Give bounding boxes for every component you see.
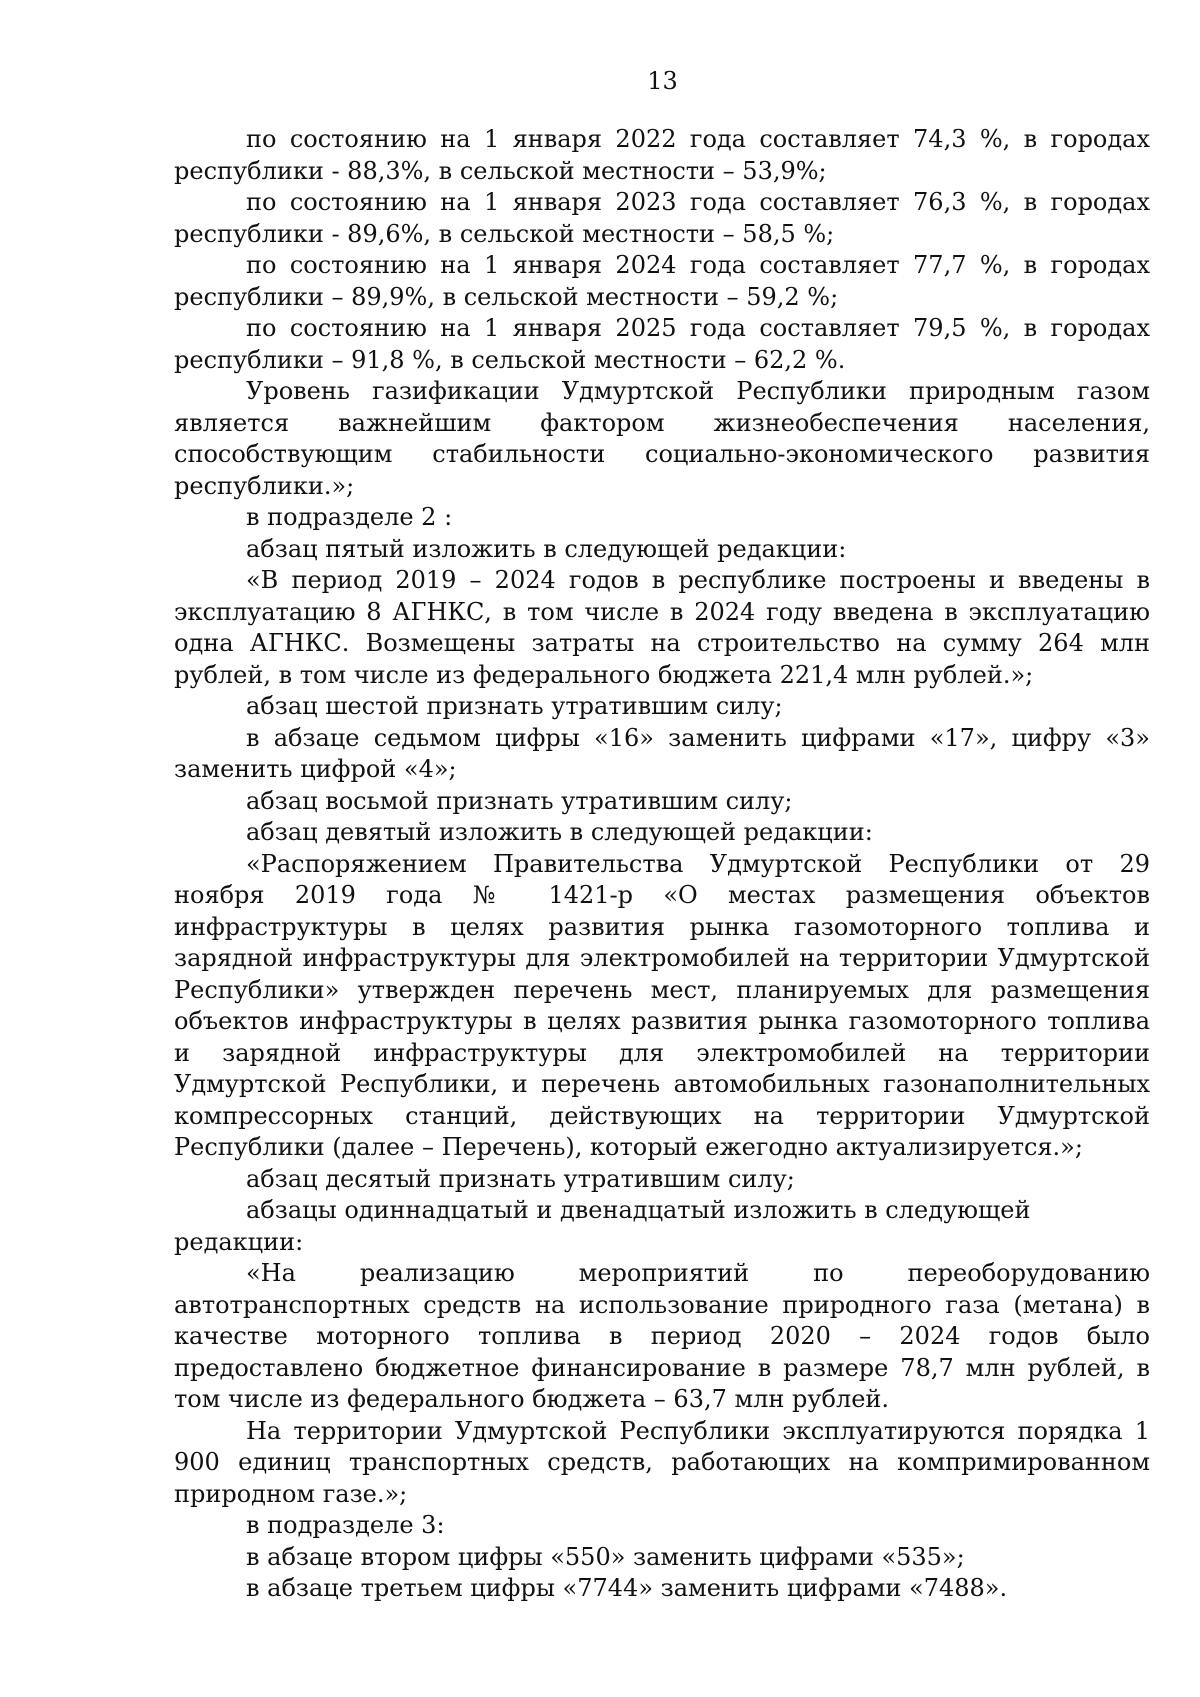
paragraph-2025-level: по состоянию на 1 января 2025 года составляет 79,5 %, в городах республики – 91,8 %, в сельской местности – 62,2 %.	[174, 314, 1150, 374]
paragraph-2022-level: по состоянию на 1 января 2022 года составляет 74,3 %, в городах республики - 88,3%, в сельской местности – 53,9%;	[174, 125, 1150, 185]
paragraph-subsection-2: в подразделе 2 :	[246, 503, 453, 531]
paragraph-tenth-repealed: абзац десятый признать утратившим силу;	[246, 1164, 795, 1193]
paragraph-ninth-instruction: абзац девятый изложить в следующей редакции:	[246, 818, 873, 846]
paragraph-eleventh-twelfth-instruction: абзацы одиннадцатый и двенадцатый изложить в следующей редакции:	[174, 1196, 1031, 1256]
paragraph-seventh-figures: в абзаце седьмом цифры «16» заменить цифрами «17», цифру «3» заменить цифрой «4»;	[174, 723, 1150, 783]
paragraph-2024-level: по состоянию на 1 января 2024 года составляет 77,7 %, в городах республики – 89,9%, в сельской местности – 59,2 %;	[174, 251, 1150, 311]
paragraph-infrastructure-order: «Распоряжением Правительства Удмуртской Республики от 29 ноября 2019 года № 1421-р «О местах размещения объектов инфраструктуры в целях развития рынка газомоторного топлива и зарядной инфраструктуры для электромобилей на территории Удмуртской Республики» утвержден перечень мест, планируемых для размещения объектов инфраструктуры в целях развития рынка газомоторного топлива и зарядной инфраструктуры для электромобилей на территории Удмуртской Республики, и перечень автомобильных газонаполнительных компрессорных станций, действующих на территории Удмуртской Республики (далее – Перечень), который ежегодно актуализируется.»;	[174, 849, 1150, 1161]
paragraph-2023-level: по состоянию на 1 января 2023 года составляет 76,3 %, в городах республики - 89,6%, в сельской местности – 58,5 %;	[174, 188, 1150, 248]
paragraph-vehicle-conversion-funding: «На реализацию мероприятий по переоборудованию автотранспортных средств на использование природного газа (метана) в качестве моторного топлива в период 2020 – 2024 годов было предоставлено бюджетное финансирование в размере 78,7 млн рублей, в том числе из федерального бюджета – 63,7 млн рублей.	[174, 1259, 1150, 1413]
paragraph-agnks-construction: «В период 2019 – 2024 годов в республике построены и введены в эксплуатацию 8 АГНКС, в том числе в 2024 году введена в эксплуатацию одна АГНКС. Возмещены затраты на строительство на сумму 264 млн рублей, в том числе из федерального бюджета 221,4 млн рублей.»;	[174, 566, 1150, 689]
paragraph-fifth-instruction: абзац пятый изложить в следующей редакции:	[246, 534, 847, 563]
paragraph-second-figures: в абзаце втором цифры «550» заменить цифрами «535»;	[246, 1542, 965, 1571]
paragraph-cng-vehicles: На территории Удмуртской Республики эксплуатируются порядка 1 900 единиц транспортных средств, работающих на компримированном природном газе.»;	[174, 1416, 1150, 1508]
paragraph-sixth-repealed: абзац шестой признать утратившим силу;	[246, 692, 783, 720]
paragraph-third-figures: в абзаце третьем цифры «7744» заменить цифрами «7488».	[246, 1574, 1008, 1602]
paragraph-gasification-importance: Уровень газификации Удмуртской Республики природным газом является важнейшим фактором жизнеобеспечения населения, способствующим стабильности социально-экономического развития республики.»;	[174, 377, 1150, 500]
paragraph-eighth-repealed: абзац восьмой признать утратившим силу;	[246, 786, 793, 815]
document-body	[174, 124, 1150, 1605]
paragraph-subsection-3: в подразделе 3:	[246, 1511, 445, 1539]
page-number: 13	[647, 67, 678, 95]
